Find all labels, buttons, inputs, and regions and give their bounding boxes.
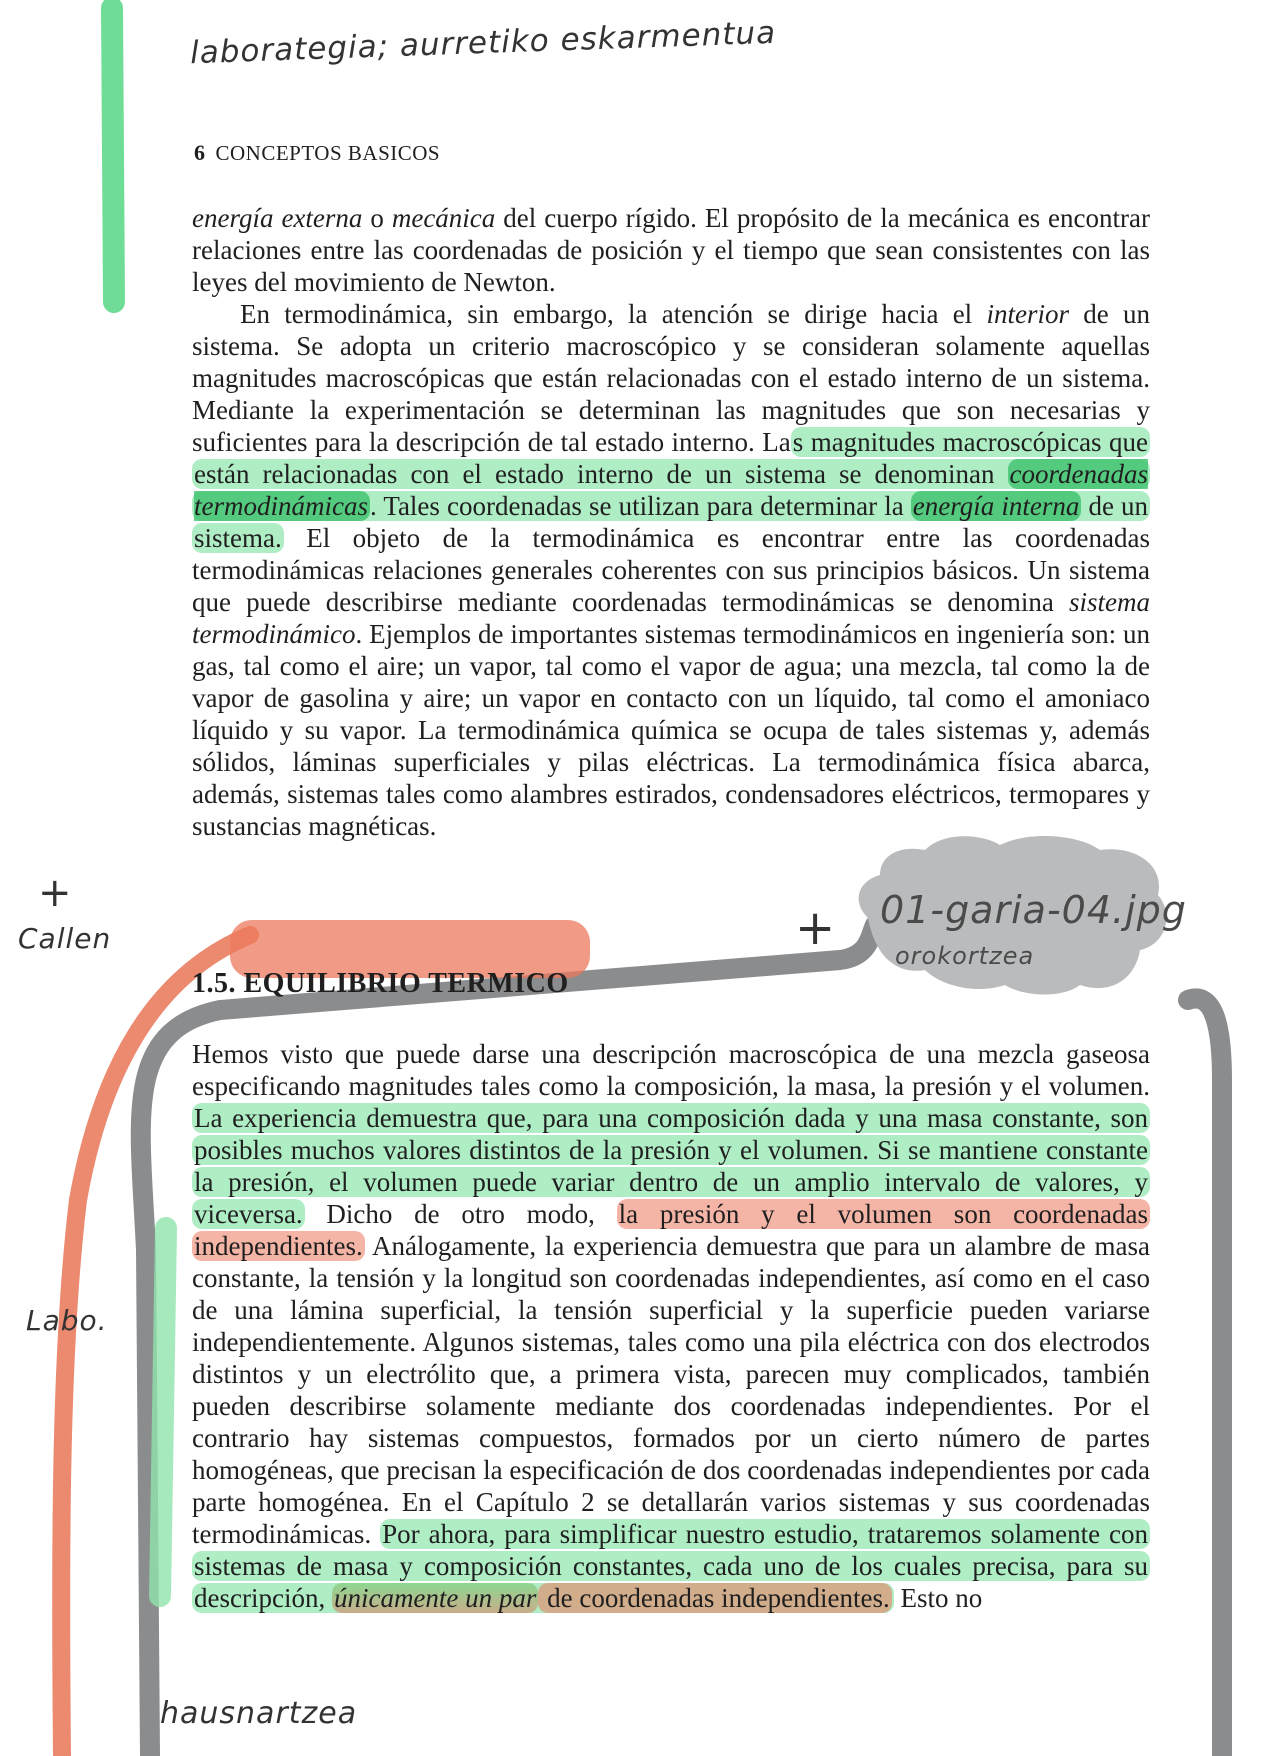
paragraph-2: En termodinámica, sin embargo, la atención se dirige hacia el interior de un sistema. Se adopta un criterio macroscópico y se consideran solamente aquellas magnitudes macroscópicas que están relacionadas con el estado interno de un sistema. Mediante la experimentación se determinan las magnitudes que son necesarias y suficientes para la descripción de tal estado interno. Las magnitudes macroscópicas que están relacionadas con el estado interno de un sistema se denominan coordenadas termodinámicas. Tales coordenadas se utilizan para determinar la energía interna de un sistema. El objeto de la termodinámica es encontrar entre las coordenadas termodinámicas relaciones generales coherentes con sus principios básicos. Un sistema que puede describirse mediante coordenadas termodinámicas se denomina sistema termodinámico. Ejemplos de importantes sistemas termodinámicos en ingeniería son: un gas, tal como el aire; un vapor, tal como el vapor de agua; una mezcla, tal como la de vapor de gasolina y aire; un vapor en contacto con un líquido, tal como el amoniaco líquido y su vapor. La termodinámica química se ocupa de tales sistemas y, además sólidos, láminas superficiales y pilas eléctricas. La termodinámica física abarca, además, sistemas tales como alambres estirados, condensadores eléctricos, termopares y sustancias magnéticas. — [192, 299, 1150, 841]
plus-right-mark: + — [795, 900, 837, 956]
green-highlight-1: s magnitudes macroscópicas que están relacionadas con el estado interno de un sistema se denominan coordenadas termodinámicas. Tales coordenadas se utilizan para determinar la energía interna de un sistema. — [194, 427, 1149, 553]
gray-right-stroke — [1188, 998, 1222, 1756]
paragraph-3: Hemos visto que puede darse una descripción macroscópica de una mezcla gaseosa especificando magnitudes tales como la composición, la masa, la presión y el volumen. La experiencia demuestra que, para una composición dada y una masa constante, son posibles muchos valores distintos de la presión y el volumen. Si se mantiene constante la presión, el volumen puede variar dentro de un amplio intervalo de valores, y viceversa. Dicho de otro modo, la presión y el volumen son coordenadas independientes. Análogamente, la experiencia demuestra que para un alambre de masa constante, la tensión y la longitud son coordenadas independientes, así como en el caso de una lámina superficial, la tensión superficial y la superficie pueden variarse independientemente. Algunos sistemas, tales como una pila eléctrica con dos electrodos distintos y un electrólito que, a primera vista, parecen muy complicados, también pueden describirse solamente mediante dos coordenadas independientes. Por el contrario hay sistemas compuestos, formados por un cierto número de partes homogéneas, que precisan la especificación de dos coordenadas independientes por cada parte homogénea. En el Capítulo 2 se detallarán varios sistemas y sus coordenadas termodinámicas. Por ahora, para simplificar nuestro estudio, trataremos solamente con sistemas de masa y composición constantes, cada uno de los cuales precisa, para su descripción, únicamente un par de coordenadas independientes. Esto no — [192, 1039, 1150, 1613]
file-note: 01-garia-04.jpg — [880, 888, 1187, 932]
green-left-bar — [160, 1228, 166, 1596]
paragraph-1: energía externa o mecánica del cuerpo rígido. El propósito de la mecánica es encontrar relaciones entre las coordenadas de posición y el tiempo que sean consistentes con las leyes del movimiento de Newton. — [192, 203, 1150, 297]
file-subnote: orokortzea — [895, 942, 1035, 970]
green-highlight-3: Por ahora, para simplificar nuestro estudio, trataremos solamente con sistemas de masa y composición constantes, cada uno de los cuales precisa, para su descripción, únicamente un par de coordenadas independientes. — [194, 1519, 1148, 1613]
page-header — [194, 140, 440, 166]
callen-note: Callen — [18, 922, 112, 955]
bottom-handwritten-note: hausnartzea — [160, 1696, 358, 1731]
green-margin-bar — [112, 8, 114, 302]
upper-body-text — [192, 202, 1150, 842]
green-highlight-2: La experiencia demuestra que, para una composición dada y una masa constante, son posibles muchos valores distintos de la presión y el volumen. Si se mantiene constante la presión, el volumen puede variar dentro de un amplio intervalo de valores, y viceversa. — [194, 1103, 1148, 1229]
page-number: 6 — [194, 140, 206, 165]
labo-note: Labo. — [26, 1304, 108, 1337]
chapter-title: CONCEPTOS BASICOS — [215, 141, 441, 165]
section-title: 1.5. EQUILIBRIO TERMICO — [192, 968, 569, 999]
plus-left-mark: + — [38, 870, 73, 916]
orange-highlight: la presión y el volumen son coordenadas independientes. — [194, 1199, 1148, 1261]
lower-body-text — [192, 1038, 1150, 1614]
top-handwritten-note: laborategia; aurretiko eskarmentua — [189, 14, 777, 72]
